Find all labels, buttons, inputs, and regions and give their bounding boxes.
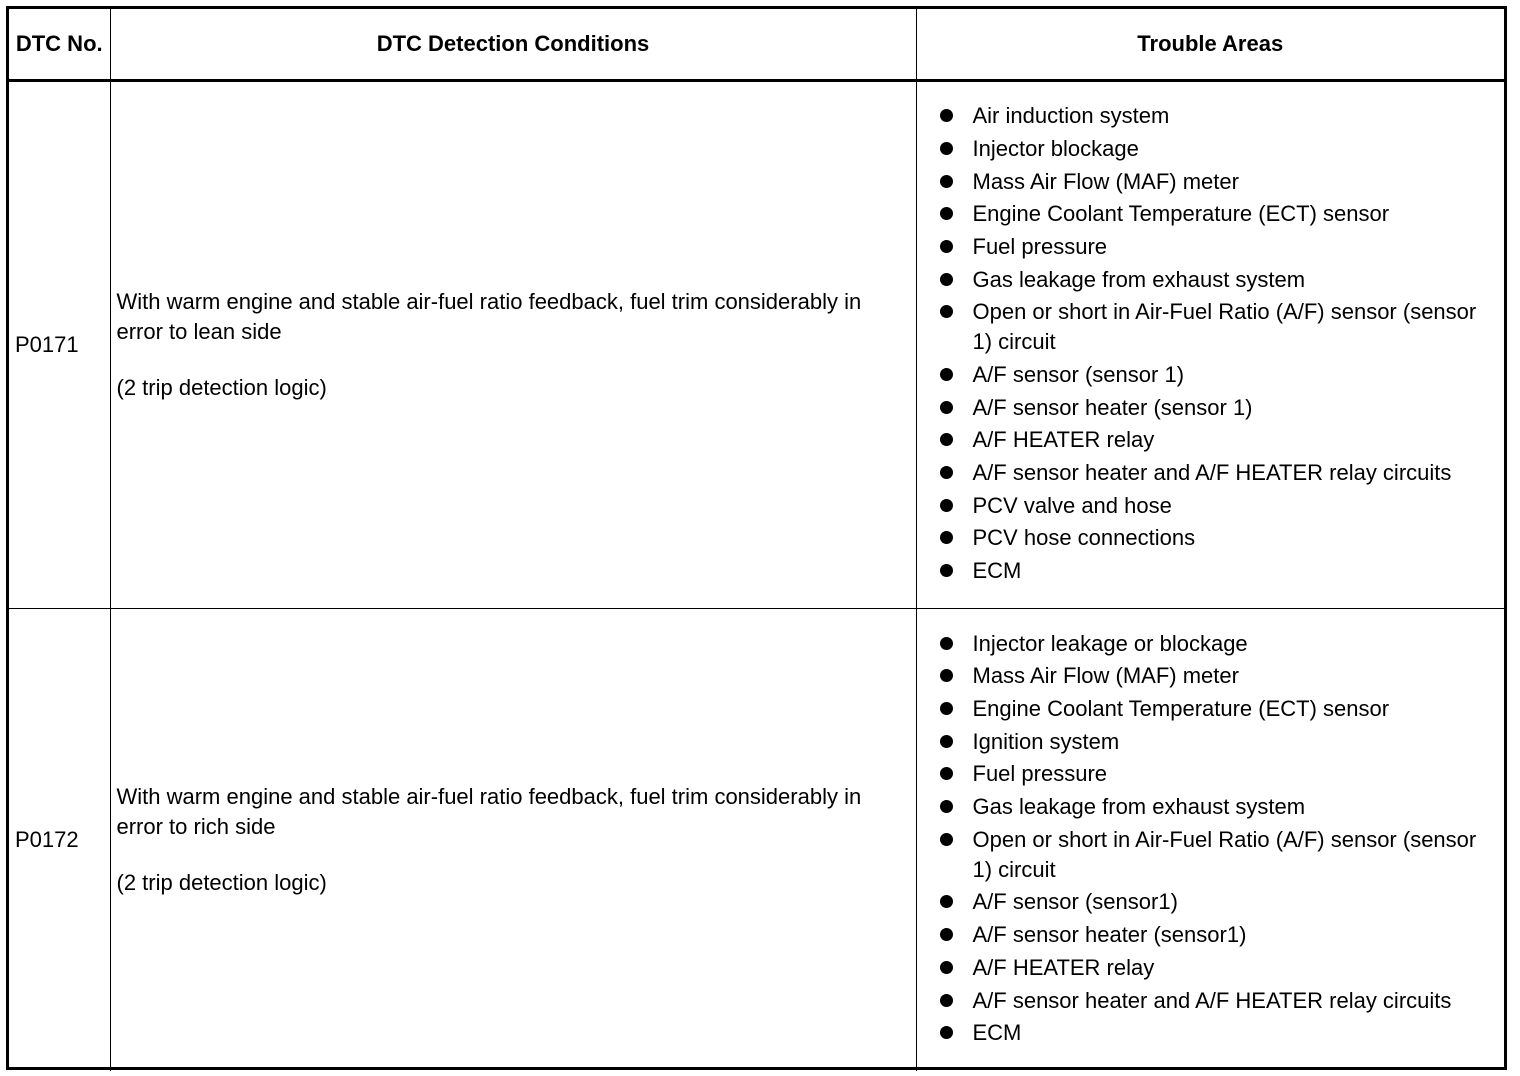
trouble-area-item bbox=[939, 458, 1495, 488]
bullet-icon bbox=[940, 833, 953, 846]
trouble-area-text: ECM bbox=[972, 1020, 1022, 1046]
detection-logic-note: (2 trip detection logic) bbox=[116, 869, 327, 895]
bullet-icon bbox=[940, 994, 953, 1007]
table-row-p0172 bbox=[9, 609, 1504, 1071]
trouble-area-text: Mass Air Flow (MAF) meter bbox=[972, 663, 1239, 689]
trouble-area-item bbox=[939, 825, 1495, 885]
dtc-table bbox=[9, 9, 1504, 1071]
detection-condition-text: With warm engine and stable air-fuel ratio feedback, fuel trim considerably in error to rich side bbox=[116, 783, 862, 839]
bullet-icon bbox=[940, 702, 953, 715]
trouble-areas-cell bbox=[916, 81, 1504, 609]
trouble-area-text: ECM bbox=[972, 558, 1022, 584]
trouble-area-item bbox=[939, 629, 1495, 659]
table-row-p0171 bbox=[9, 81, 1504, 609]
trouble-area-text: PCV valve and hose bbox=[972, 492, 1172, 518]
trouble-area-item bbox=[939, 199, 1495, 229]
dtc-table-frame bbox=[6, 6, 1507, 1070]
bullet-icon bbox=[940, 564, 953, 577]
bullet-icon bbox=[940, 499, 953, 512]
header-detection-conditions: DTC Detection Conditions bbox=[110, 9, 916, 81]
trouble-area-item bbox=[939, 167, 1495, 197]
trouble-area-text: Ignition system bbox=[972, 728, 1120, 754]
trouble-area-item bbox=[939, 759, 1495, 789]
trouble-areas-list bbox=[939, 101, 1495, 586]
trouble-area-text: A/F sensor heater and A/F HEATER relay circuits bbox=[972, 460, 1452, 486]
trouble-area-text: Fuel pressure bbox=[972, 233, 1108, 259]
trouble-area-item bbox=[939, 101, 1495, 131]
bullet-icon bbox=[940, 800, 953, 813]
trouble-area-text: Mass Air Flow (MAF) meter bbox=[972, 168, 1239, 194]
trouble-area-text: Fuel pressure bbox=[972, 761, 1108, 787]
trouble-area-item bbox=[939, 360, 1495, 390]
trouble-area-text: A/F sensor heater and A/F HEATER relay circuits bbox=[972, 987, 1452, 1013]
bullet-icon bbox=[940, 928, 953, 941]
bullet-icon bbox=[940, 895, 953, 908]
bullet-icon bbox=[940, 175, 953, 188]
trouble-area-text: Injector blockage bbox=[972, 135, 1139, 161]
trouble-area-item bbox=[939, 425, 1495, 455]
trouble-areas-list bbox=[939, 629, 1495, 1049]
trouble-area-item bbox=[939, 986, 1495, 1016]
trouble-areas-cell bbox=[916, 609, 1504, 1071]
trouble-area-item bbox=[939, 265, 1495, 295]
trouble-area-text: A/F HEATER relay bbox=[972, 954, 1155, 980]
bullet-icon bbox=[940, 401, 953, 414]
table-header-row bbox=[9, 9, 1504, 81]
trouble-area-text: A/F sensor (sensor 1) bbox=[972, 362, 1185, 387]
detection-condition-cell bbox=[110, 81, 916, 609]
trouble-area-item bbox=[939, 887, 1495, 917]
trouble-area-text: PCV hose connections bbox=[972, 525, 1196, 551]
trouble-area-text: Open or short in Air-Fuel Ratio (A/F) sensor (sensor 1) circuit bbox=[972, 826, 1477, 882]
bullet-icon bbox=[940, 961, 953, 974]
bullet-icon bbox=[940, 273, 953, 286]
header-dtc-no: DTC No. bbox=[9, 9, 110, 81]
detection-condition-text: With warm engine and stable air-fuel ratio feedback, fuel trim considerably in error to lean side bbox=[116, 289, 862, 344]
bullet-icon bbox=[940, 1026, 953, 1039]
trouble-area-text: Air induction system bbox=[972, 103, 1170, 129]
trouble-area-text: Gas leakage from exhaust system bbox=[972, 794, 1306, 820]
trouble-area-item bbox=[939, 297, 1495, 357]
bullet-icon bbox=[940, 305, 953, 318]
trouble-area-item bbox=[939, 920, 1495, 950]
detection-logic-note: (2 trip detection logic) bbox=[116, 375, 327, 400]
bullet-icon bbox=[940, 433, 953, 446]
trouble-area-item bbox=[939, 953, 1495, 983]
trouble-area-text: A/F HEATER relay bbox=[972, 427, 1155, 453]
bullet-icon bbox=[940, 669, 953, 682]
trouble-area-item bbox=[939, 134, 1495, 164]
bullet-icon bbox=[940, 735, 953, 748]
bullet-icon bbox=[940, 207, 953, 220]
bullet-icon bbox=[940, 142, 953, 155]
trouble-area-text: A/F sensor heater (sensor 1) bbox=[972, 394, 1253, 420]
trouble-area-text: Injector leakage or blockage bbox=[972, 630, 1248, 656]
detection-condition-cell bbox=[110, 609, 916, 1071]
trouble-area-text: A/F sensor heater (sensor1) bbox=[972, 922, 1247, 948]
bullet-icon bbox=[940, 368, 953, 381]
trouble-area-item bbox=[939, 393, 1495, 423]
trouble-area-item bbox=[939, 1018, 1495, 1048]
bullet-icon bbox=[940, 240, 953, 253]
bullet-icon bbox=[940, 531, 953, 544]
trouble-area-item bbox=[939, 792, 1495, 822]
trouble-area-item bbox=[939, 556, 1495, 586]
dtc-code: P0172 bbox=[9, 609, 110, 1071]
bullet-icon bbox=[940, 466, 953, 479]
bullet-icon bbox=[940, 109, 953, 122]
trouble-area-text: Engine Coolant Temperature (ECT) sensor bbox=[972, 696, 1390, 721]
trouble-area-item bbox=[939, 694, 1495, 724]
trouble-area-item bbox=[939, 232, 1495, 262]
header-trouble-areas: Trouble Areas bbox=[916, 9, 1504, 81]
trouble-area-item bbox=[939, 661, 1495, 691]
trouble-area-text: Gas leakage from exhaust system bbox=[972, 266, 1306, 292]
bullet-icon bbox=[940, 767, 953, 780]
bullet-icon bbox=[940, 637, 953, 650]
trouble-area-item bbox=[939, 491, 1495, 521]
trouble-area-text: Engine Coolant Temperature (ECT) sensor bbox=[972, 201, 1390, 227]
dtc-code: P0171 bbox=[9, 81, 110, 609]
trouble-area-text: Open or short in Air-Fuel Ratio (A/F) sensor (sensor 1) circuit bbox=[972, 299, 1477, 355]
trouble-area-item bbox=[939, 523, 1495, 553]
trouble-area-text: A/F sensor (sensor1) bbox=[972, 889, 1178, 915]
trouble-area-item bbox=[939, 727, 1495, 757]
